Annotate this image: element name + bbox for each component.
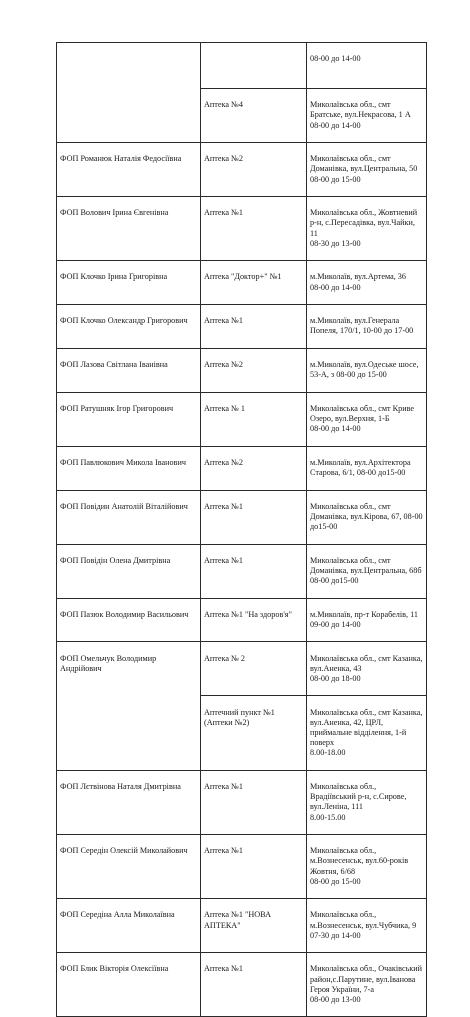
address-cell <box>307 598 427 642</box>
pharmacy-name: Аптека №2 <box>204 360 243 370</box>
address-cell <box>307 835 427 899</box>
table-row <box>57 770 427 834</box>
address-cell <box>307 305 427 349</box>
pharmacy-name: Аптека "Доктор+" №1 <box>204 272 282 282</box>
pharmacy-cell <box>201 261 307 305</box>
table-body <box>57 43 427 1017</box>
address-hours: Миколаївська обл., смт Казанка, вул.Аненка, 43 08-00 до 18-00 <box>310 653 423 683</box>
pharmacy-name: Аптека № 1 <box>204 403 245 413</box>
pharmacy-name: Аптека №4 <box>204 100 243 110</box>
table-row <box>57 953 427 1017</box>
address-cell <box>307 544 427 598</box>
pharmacy-cell <box>201 770 307 834</box>
pharmacy-cell <box>201 953 307 1017</box>
owner-cell <box>57 446 201 490</box>
address-hours: м.Миколаїв, пр-т Корабелів, 11 09-00 до 14-00 <box>310 609 418 629</box>
owner-name: ФОП Омельчук Володимир Андрійович <box>60 653 157 673</box>
address-cell <box>307 696 427 770</box>
pharmacy-cell <box>201 43 307 89</box>
owner-name: ФОП Лєтвінова Наталя Дмитрівна <box>60 782 181 791</box>
address-hours: м.Миколаїв, вул.Одеське шосе, 53-А, з 08-00 до 15-00 <box>310 360 419 380</box>
pharmacy-name: Аптека №2 <box>204 154 243 164</box>
owner-cell <box>57 835 201 899</box>
address-cell <box>307 197 427 261</box>
address-hours: Миколаївська обл., смт Доманівка, вул.Кірова, 67, 08-00 до15-00 <box>310 501 423 532</box>
owner-cell <box>57 143 201 197</box>
address-hours: Миколаївська обл., м.Вознесенськ, вул.60-років Жовтня, 6/68 08-00 до 15-00 <box>310 846 409 886</box>
owner-name: ФОП Клочко Ірина Григорівна <box>60 272 168 282</box>
pharmacy-cell <box>201 835 307 899</box>
owner-name: ФОП Ратушняк Ігор Григорович <box>60 403 174 413</box>
owner-cell <box>57 770 201 834</box>
owner-cell <box>57 953 201 1017</box>
owner-cell <box>57 348 201 392</box>
table-row <box>57 43 427 89</box>
address-cell <box>307 642 427 696</box>
table-row <box>57 305 427 349</box>
address-cell <box>307 348 427 392</box>
pharmacy-cell <box>201 490 307 544</box>
pharmacy-cell <box>201 598 307 642</box>
pharmacy-cell <box>201 642 307 696</box>
table-row <box>57 348 427 392</box>
table-row <box>57 197 427 261</box>
address-cell <box>307 899 427 953</box>
owner-name: ФОП Блик Вікторія Олексіївна <box>60 964 169 974</box>
address-cell <box>307 43 427 89</box>
pharmacy-cell <box>201 392 307 446</box>
address-cell <box>307 953 427 1017</box>
address-hours: 08-00 до 14-00 <box>310 54 361 64</box>
table-row <box>57 642 427 696</box>
owner-name: ФОП Повідин Анатолій Віталійович <box>60 501 188 511</box>
pharmacy-name: Аптека №1 <box>204 782 243 791</box>
pharmacy-cell <box>201 544 307 598</box>
table-row <box>57 392 427 446</box>
pharmacy-name: Аптека №1 "На здоров'я" <box>204 609 292 619</box>
address-cell <box>307 261 427 305</box>
pharmacy-cell <box>201 89 307 143</box>
table-row <box>57 143 427 197</box>
owner-cell <box>57 544 201 598</box>
owner-name: ФОП Романюк Наталія Федосіївна <box>60 154 182 164</box>
table-row <box>57 598 427 642</box>
address-cell <box>307 392 427 446</box>
pharmacy-cell <box>201 899 307 953</box>
address-hours: м.Миколаїв, вул.Архітектора Старова, 6/1, 08-00 до15-00 <box>310 457 411 478</box>
owner-cell <box>57 392 201 446</box>
pharmacy-name: Аптека №1 <box>204 964 243 974</box>
table-row <box>57 899 427 953</box>
address-cell <box>307 446 427 490</box>
pharmacy-name: Аптека №1 "НОВА АПТЕКА" <box>204 910 272 930</box>
address-hours: Миколаївська обл., смт Доманівка, вул.Центральна, 68б 08-00 до15-00 <box>310 555 422 586</box>
owner-name: ФОП Повідін Олена Дмитрівна <box>60 555 171 565</box>
address-hours: м.Миколаїв, вул.Генерала Попеля, 170/1, 10-00 до 17-00 <box>310 316 414 336</box>
address-cell <box>307 490 427 544</box>
address-hours: м.Миколаїв, вул.Артема, 36 08-00 до 14-00 <box>310 272 406 292</box>
table-row <box>57 835 427 899</box>
address-hours: Миколаївська обл., смт Криве Озеро, вул.Верхня, 1-Б 08-00 до 14-00 <box>310 403 415 434</box>
pharmacy-schedule-table <box>56 42 427 1017</box>
pharmacy-cell <box>201 305 307 349</box>
owner-cell <box>57 899 201 953</box>
owner-cell <box>57 490 201 544</box>
address-hours: Миколаївська обл., Врадіївський р-н, с.Сирове, вул.Леніна, 111 8.00-15.00 <box>310 782 407 822</box>
pharmacy-name: Аптека №1 <box>204 501 243 511</box>
table-row <box>57 544 427 598</box>
address-hours: Миколаївська обл., смт Братське, вул.Некрасова, 1 А 08-00 до 14-00 <box>310 100 411 130</box>
table-row <box>57 490 427 544</box>
owner-name: ФОП Волович Ірина Євгенівна <box>60 208 169 218</box>
pharmacy-name: Аптека №1 <box>204 555 243 565</box>
pharmacy-cell <box>201 348 307 392</box>
pharmacy-cell <box>201 446 307 490</box>
address-hours: Миколаївська обл., смт Доманівка, вул.Центральна, 50 08-00 до 15-00 <box>310 154 418 184</box>
owner-cell <box>57 261 201 305</box>
address-hours: Миколаївська обл., м.Вознесенськ, вул.Чубчика, 9 07-30 до 14-00 <box>310 910 417 940</box>
table-row <box>57 261 427 305</box>
pharmacy-name: Аптека №1 <box>204 316 243 326</box>
owner-name: ФОП Лазова Світлана Іванівна <box>60 360 168 370</box>
owner-name: ФОП Пазюк Володимир Васильович <box>60 609 189 619</box>
owner-name: ФОП Середін Олексій Миколайович <box>60 846 188 856</box>
address-hours: Миколаївська обл., Жовтневий р-н, с.Пересадівка, вул.Чайки, 11 08-30 до 13-00 <box>310 208 418 248</box>
owner-cell <box>57 305 201 349</box>
address-cell <box>307 89 427 143</box>
owner-cell <box>57 642 201 770</box>
table-row <box>57 446 427 490</box>
address-hours: Миколаївська обл., Очаківський район,с.Парутине, вул.Іванова Героя України, 7-а 08-00 до 13-00 <box>310 964 423 1005</box>
pharmacy-name: Аптека № 2 <box>204 653 245 663</box>
pharmacy-name: Аптека №1 <box>204 846 243 856</box>
address-hours: Миколаївська обл., смт Казанка, вул.Аненка, 42, ЦРЛ, приймальне відділення, 1-й поверх 8.00-18.00 <box>310 707 423 758</box>
owner-name: ФОП Клочко Олександр Григорович <box>60 316 188 326</box>
pharmacy-name: Аптечний пункт №1 (Аптеки №2) <box>204 707 275 727</box>
owner-cell <box>57 43 201 143</box>
owner-cell <box>57 197 201 261</box>
address-cell <box>307 143 427 197</box>
address-cell <box>307 770 427 834</box>
pharmacy-cell <box>201 143 307 197</box>
owner-name: ФОП Павлюкович Микола Іванович <box>60 457 186 467</box>
owner-name: ФОП Середіна Алла Миколаївна <box>60 910 175 920</box>
pharmacy-cell <box>201 197 307 261</box>
pharmacy-name: Аптека №2 <box>204 457 243 467</box>
pharmacy-name: Аптека №1 <box>204 208 243 218</box>
pharmacy-cell <box>201 696 307 770</box>
owner-cell <box>57 598 201 642</box>
